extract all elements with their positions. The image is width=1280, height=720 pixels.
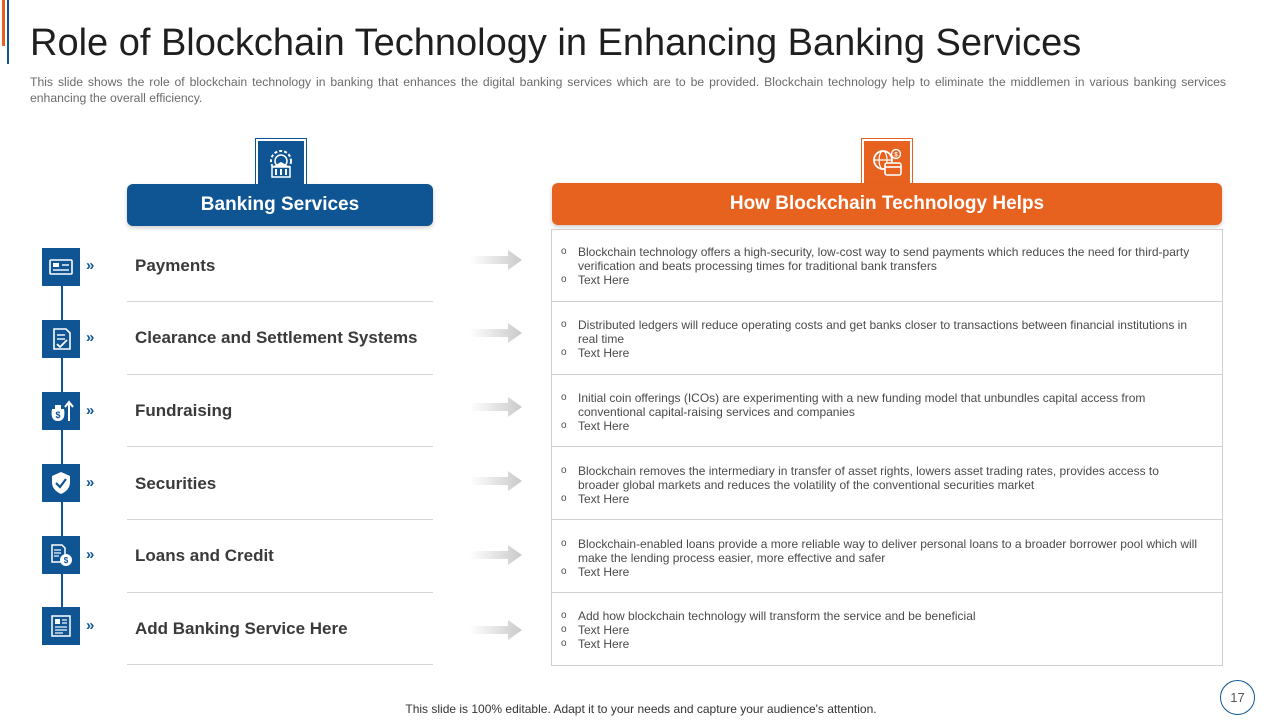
description-line <box>561 318 1202 346</box>
description-text: Text Here <box>578 637 630 651</box>
svg-text:$: $ <box>63 556 69 565</box>
description-text: Blockchain technology offers a high-security, low-cost way to send payments which reduces the need for third-party verification and beats processing times for traditional bank transfers <box>578 245 1190 273</box>
bullet-icon: o <box>561 274 567 285</box>
description-line <box>561 391 1202 419</box>
service-label-clearance: Clearance and Settlement Systems <box>135 328 418 347</box>
row-divider <box>127 664 433 665</box>
bullet-icon: o <box>561 610 567 621</box>
description-text: Text Here <box>578 419 630 433</box>
description-line <box>561 245 1202 273</box>
description-line <box>561 492 1202 506</box>
svg-text:$: $ <box>55 410 61 420</box>
svg-text:$: $ <box>894 152 898 159</box>
row-divider <box>127 301 433 302</box>
description-text: Text Here <box>578 273 630 287</box>
money-bag-up-icon <box>42 392 80 430</box>
bullet-icon: o <box>561 638 567 649</box>
bullet-icon: o <box>561 624 567 635</box>
blockchain-helps-header: How Blockchain Technology Helps <box>552 183 1222 225</box>
description-line <box>561 637 1202 651</box>
bullet-icon: o <box>561 493 567 504</box>
description-line <box>561 464 1202 492</box>
service-label-securities: Securities <box>135 474 217 493</box>
invoice-icon <box>42 607 80 645</box>
row-divider <box>127 374 433 375</box>
description-text: Blockchain removes the intermediary in transfer of asset rights, lowers asset trading rates, provides access to broader global markets and reduces the volatility of the conventional securities market <box>578 464 1159 492</box>
service-label-fundraising: Fundraising <box>135 401 233 420</box>
shield-check-icon <box>42 464 80 502</box>
arrow-right-icon <box>470 470 522 492</box>
description-box <box>551 446 1223 520</box>
description-line <box>561 346 1202 360</box>
description-text: Distributed ledgers will reduce operating costs and get banks closer to transactions between financial institutions in real time <box>578 318 1187 346</box>
accent-bar-blue <box>7 0 9 64</box>
description-text: Text Here <box>578 492 630 506</box>
description-line <box>561 537 1202 565</box>
description-line <box>561 419 1202 433</box>
chevron-right-icon: » <box>86 402 94 419</box>
description-box <box>551 229 1223 302</box>
description-text: Text Here <box>578 565 630 579</box>
global-payment-icon <box>862 139 912 189</box>
banking-services-header: Banking Services <box>127 184 433 226</box>
bullet-icon: o <box>561 465 567 476</box>
bullet-icon: o <box>561 319 567 330</box>
arrow-right-icon <box>470 249 522 271</box>
bullet-icon: o <box>561 392 567 403</box>
service-label-loans: Loans and Credit <box>135 546 274 565</box>
row-divider <box>127 446 433 447</box>
service-label-add-service: Add Banking Service Here <box>135 619 348 638</box>
description-line <box>561 623 1202 637</box>
description-box <box>551 519 1223 593</box>
bullet-icon: o <box>561 538 567 549</box>
accent-bar-orange <box>2 0 5 46</box>
bullet-icon: o <box>561 246 567 257</box>
chevron-right-icon: » <box>86 546 94 563</box>
payment-card-icon <box>42 248 80 286</box>
description-text: Blockchain-enabled loans provide a more reliable way to deliver personal loans to a broader borrower pool which will make the lending process easier, more effective and safer <box>578 537 1198 565</box>
chevron-right-icon: » <box>86 329 94 346</box>
bullet-icon: o <box>561 347 567 358</box>
service-label-payments: Payments <box>135 256 216 275</box>
description-box <box>551 374 1223 447</box>
arrow-right-icon <box>470 619 522 641</box>
bullet-icon: o <box>561 566 567 577</box>
description-line <box>561 609 1202 623</box>
description-text: Text Here <box>578 346 630 360</box>
description-text: Text Here <box>578 623 630 637</box>
chevron-right-icon: » <box>86 617 94 634</box>
arrow-right-icon <box>470 544 522 566</box>
description-box <box>551 592 1223 666</box>
row-divider <box>127 592 433 593</box>
bank-gear-icon <box>256 139 306 189</box>
arrow-right-icon <box>470 322 522 344</box>
loan-document-icon <box>42 536 80 574</box>
document-check-icon <box>42 320 80 358</box>
bullet-icon: o <box>561 420 567 431</box>
page-number: 17 <box>1220 680 1255 715</box>
description-line <box>561 273 1202 287</box>
row-divider <box>127 519 433 520</box>
description-line <box>561 565 1202 579</box>
footer-note: This slide is 100% editable. Adapt it to your needs and capture your audience's attention. <box>405 702 877 716</box>
slide-title: Role of Blockchain Technology in Enhancing Banking Services <box>30 22 1082 64</box>
description-box <box>551 301 1223 375</box>
description-text: Initial coin offerings (ICOs) are experimenting with a new funding model that unbundles capital access from conventional capital-raising services and companies <box>578 391 1146 419</box>
description-text: Add how blockchain technology will transform the service and be beneficial <box>578 609 976 623</box>
slide-subtitle: This slide shows the role of blockchain technology in banking that enhances the digital banking services which are to be provided. Blockchain technology help to eliminate the middlemen in various banking services enhancing the overall efficiency. <box>30 75 1226 105</box>
arrow-right-icon <box>470 396 522 418</box>
chevron-right-icon: » <box>86 257 94 274</box>
chevron-right-icon: » <box>86 474 94 491</box>
